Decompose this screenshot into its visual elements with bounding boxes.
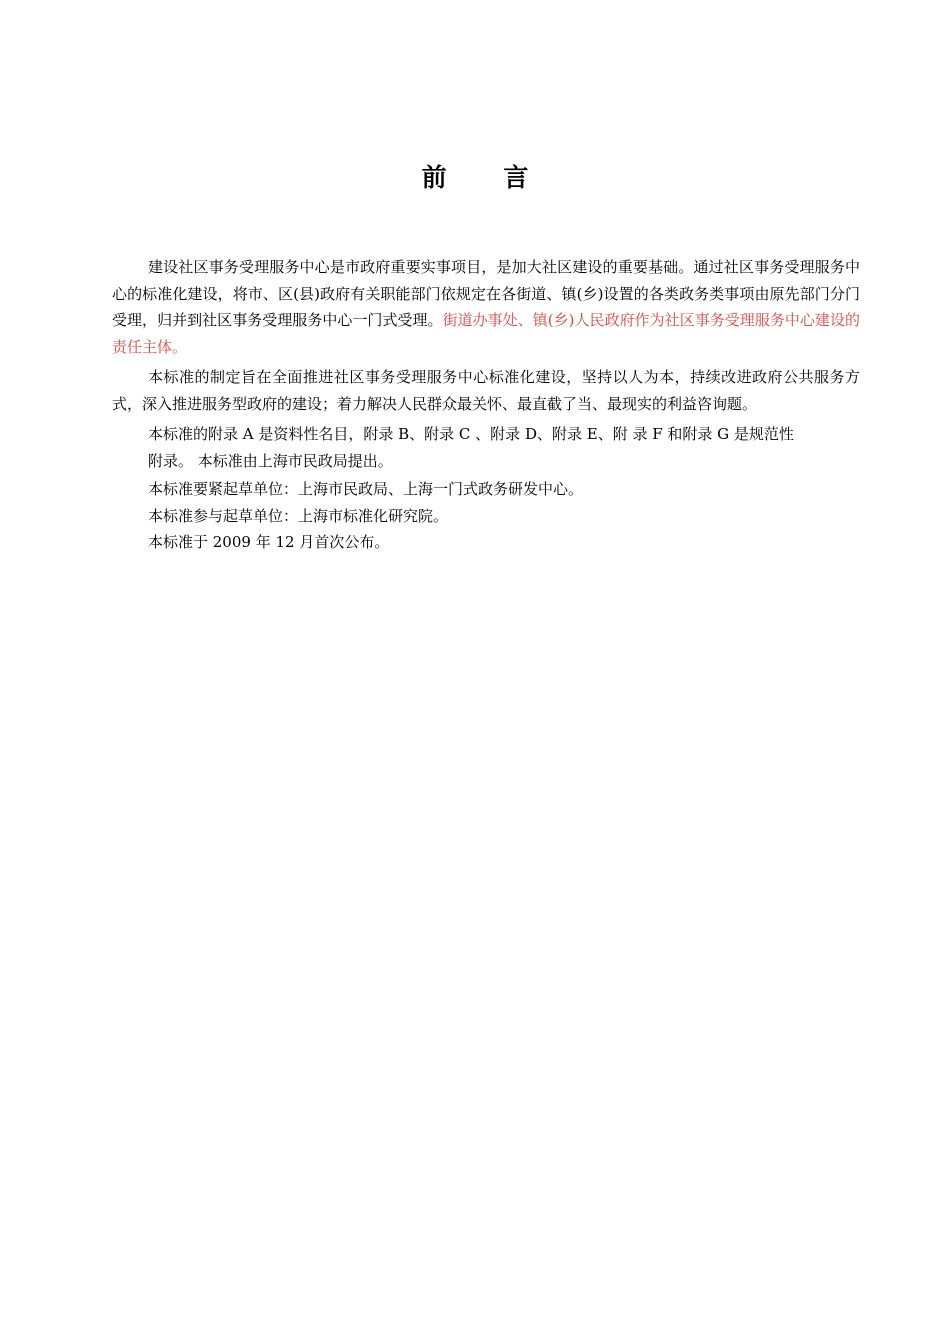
- line-publication-date: 本标准于 2009 年 12 月首次公布。: [148, 533, 390, 551]
- paragraph-purpose: 本标准的制定旨在全面推进社区事务受理服务中心标准化建设，坚持以人为本，持续改进政府公共服务方式，深入推进服务型政府的建设；着力解决人民群众最关怀、最直截了当、最现实的利益咨询题。: [112, 368, 860, 413]
- line-main-drafter: 本标准要紧起草单位：上海市民政局、上海一门式政务研发中心。: [148, 480, 584, 498]
- document-body: [112, 254, 860, 556]
- highlighted-text: 街道办事处、镇(乡)人民政府作为社区事务受理服务中心建设的责任主体。: [112, 311, 860, 356]
- line-appendix-proposer: 附录。 本标准由上海市民政局提出。: [148, 451, 393, 470]
- paragraph-intro-text: 建设社区事务受理服务中心是市政府重要实事项目，是加大社区建设的重要基础。通过社区事务受理服务中心的标准化建设，将市、区(县)政府有关职能部门依规定在各街道、镇(乡)设置的各类政务类事项由原先部门分门受理，归并到社区事务受理服务中心一门式受理。: [112, 258, 860, 329]
- line-appendix: 本标准的附录 A 是资料性名目，附录 B、附录 C 、附录 D、附录 E、附 录 F 和附录 G 是规范性: [148, 425, 794, 443]
- paragraph-intro: [112, 254, 860, 360]
- line-participating-drafter: 本标准参与起草单位：上海市标准化研究院。: [148, 506, 449, 525]
- page-title: 前 言: [421, 163, 553, 192]
